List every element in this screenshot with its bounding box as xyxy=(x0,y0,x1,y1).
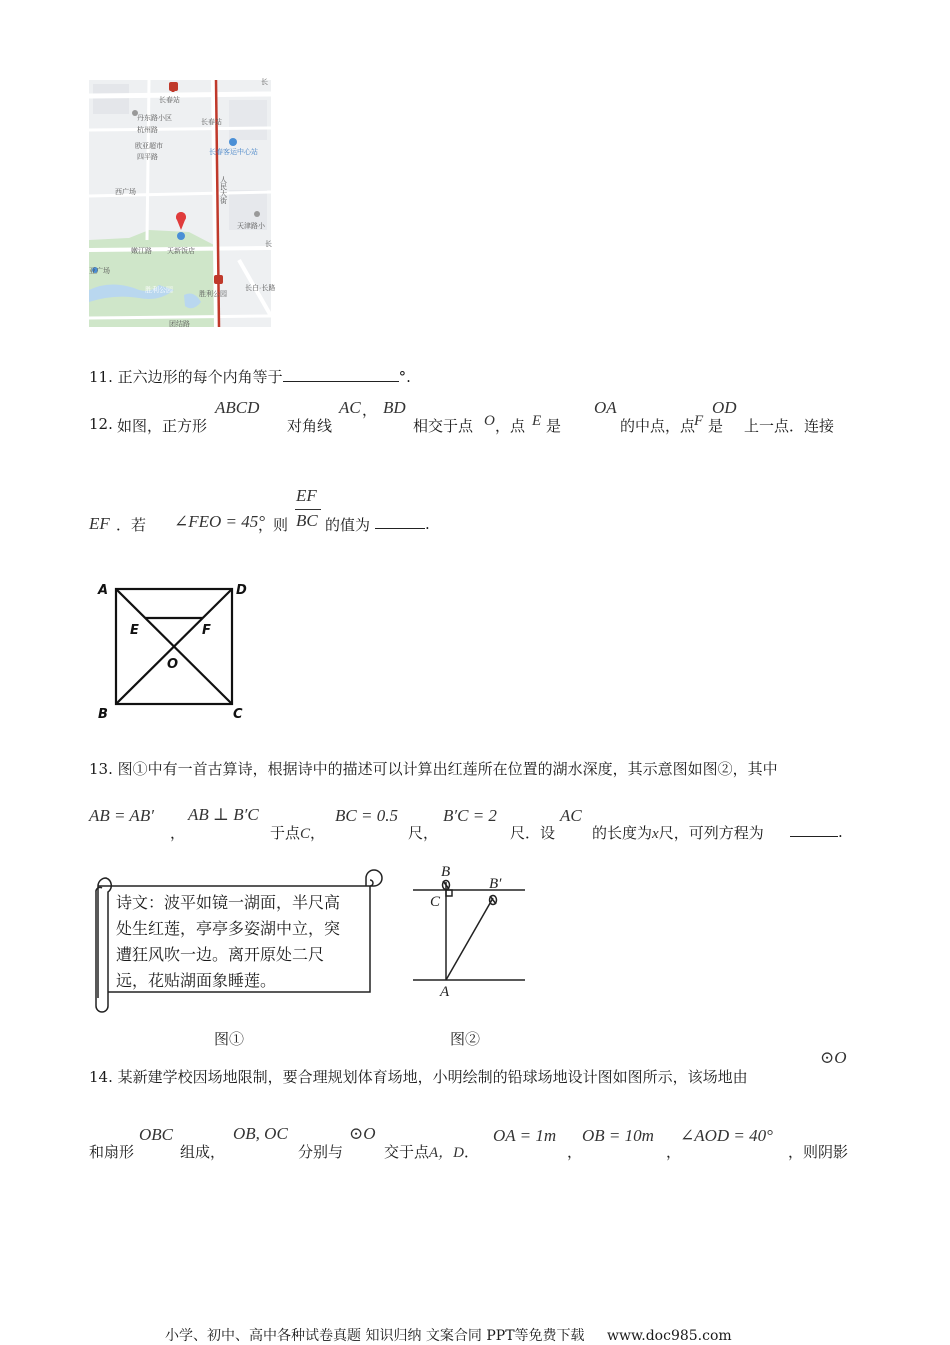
fig12-label-f: F xyxy=(202,623,211,638)
map-label-top-right: 长 xyxy=(261,79,268,86)
q12-point-o: O xyxy=(484,413,495,429)
q11-number: 11. xyxy=(89,368,113,386)
q12-answer-line[interactable] xyxy=(375,514,430,533)
q12-point-e: E xyxy=(532,413,542,429)
q13-math-4: B′C = 2 xyxy=(443,806,497,825)
q14-text-1: 某新建学校因场地限制，要合理规划体育场地，小明绘制的铅球场地设计图如图所示，该场地由 xyxy=(117,1068,748,1086)
map-label-tianxin-hotel: 天新饭店 xyxy=(167,248,195,255)
q13-answer[interactable]: . xyxy=(790,822,843,841)
q13-text-t1: 于点C， xyxy=(270,824,326,842)
q14-math-obc: OBC xyxy=(139,1125,173,1144)
fig13b-label-bprime: B′ xyxy=(489,876,502,892)
map-label-right-edge: 长 xyxy=(265,241,272,248)
map-label-nenjiang-road: 嫩江路 xyxy=(131,248,152,255)
fig12-label-o: O xyxy=(167,657,179,672)
fig12-label-e: E xyxy=(130,623,139,638)
q12-number: 12. xyxy=(89,415,113,433)
q14-math-oboc: OB, OC xyxy=(233,1124,288,1143)
footer-text: 小学、初中、高中各种试卷真题 知识归纳 文案合同 PPT等免费下载 xyxy=(165,1328,585,1344)
figure-12-svg xyxy=(90,578,250,723)
q14-comma-2: ， xyxy=(666,1143,682,1161)
q14-math-circle-o-2: ⊙O xyxy=(349,1124,376,1143)
q12-text-8: 上一点．连接 xyxy=(744,417,835,435)
map-label-renmin-street: 人民大街 xyxy=(219,176,227,204)
figure-13-scroll xyxy=(86,868,378,1014)
q13-answer-blank[interactable] xyxy=(790,822,838,837)
q14-text-t3: 分别与 xyxy=(298,1143,344,1161)
q11-suffix: °. xyxy=(398,368,411,386)
map-label-shengli-station: 胜利公园 xyxy=(199,291,227,298)
poem-line-2: 处生红莲，亭亭多姿湖中立，突 xyxy=(116,919,341,938)
q13-comma-1: ， xyxy=(170,824,186,842)
map-label-station: 长春站 xyxy=(201,119,222,126)
map-label-shengli-park: 胜利公园 xyxy=(145,287,173,294)
figure-2-caption: 图② xyxy=(450,1030,481,1048)
q12-math-angle: ∠FEO = 45° xyxy=(174,512,266,531)
q13-text-t4: 的长度为x尺，可列方程为 xyxy=(592,824,764,842)
fig12-label-d: D xyxy=(236,583,247,598)
q13-text-t2: 尺， xyxy=(408,824,439,842)
map-label-tuanjie-road: 团结路 xyxy=(169,321,190,328)
poem-line-4: 远，花贴湖面象睡莲。 xyxy=(116,971,277,990)
figure-12 xyxy=(90,578,250,723)
q14-number: 14. xyxy=(89,1068,113,1086)
footer-url[interactable]: www.doc985.com xyxy=(606,1328,732,1344)
map-svg xyxy=(89,79,276,328)
poem-line-1: 诗文：波平如镜一湖面，半尺高 xyxy=(116,893,341,912)
q12-math-bd: BD xyxy=(383,398,406,417)
q12-math-ac: AC xyxy=(339,398,361,417)
q12-math-od: OD xyxy=(712,398,737,417)
map-label-station-top: 长春站 xyxy=(159,97,180,104)
q12-text-3: 相交于点 xyxy=(413,417,474,435)
q12-math-abcd: ABCD xyxy=(215,398,260,417)
map-label-dandong-road: 丹东路小区 xyxy=(137,115,172,122)
q13-math-2: AB ⊥ B′C xyxy=(188,805,259,824)
poem-text xyxy=(116,890,340,994)
q14-text-t1: 和扇形 xyxy=(89,1143,135,1161)
q12-text-6: 的中点，点 xyxy=(620,417,696,435)
question-11 xyxy=(89,366,411,387)
q13-number: 13. xyxy=(89,760,113,778)
q11-answer-blank[interactable] xyxy=(283,367,399,382)
figure-1-caption: 图① xyxy=(214,1030,245,1048)
fig13b-svg xyxy=(405,860,535,1000)
map-label-tianjin-road: 天津路小 xyxy=(237,223,265,230)
q14-text-t4: 交于点A，D． xyxy=(384,1143,480,1161)
q14-math-circle-o: ⊙O xyxy=(820,1048,847,1067)
map-label-square: 亚广场 xyxy=(89,268,110,275)
fig13b-label-a: A xyxy=(440,984,450,1000)
fig13b-label-c: C xyxy=(430,894,441,910)
q11-text: 正六边形的每个内角等于 xyxy=(117,368,283,386)
q12-frac-num: EF xyxy=(296,486,317,505)
map-label-bus-center: 长春客运中心站 xyxy=(209,149,258,156)
q12-text-9: ．若 xyxy=(116,516,147,534)
q12-text-11: 的值为 xyxy=(325,516,371,534)
q12-text-7: 是 xyxy=(708,417,724,435)
q12-frac-bar xyxy=(295,509,321,510)
q13-text-1: 图①中有一首古算诗，根据诗中的描述可以计算出红莲所在位置的湖水深度，其示意图如图②，其中 xyxy=(117,760,778,778)
q12-math-ef: EF xyxy=(89,514,110,533)
map-label-changbai-road: 长白·长路 xyxy=(245,285,276,292)
fig12-label-c: C xyxy=(233,707,243,722)
q14-math-1: OA = 1m xyxy=(493,1126,557,1145)
q12-text-1: 如图，正方形 xyxy=(117,417,208,435)
fig13b-label-b: B xyxy=(441,864,451,880)
q14-math-2: OB = 10m xyxy=(582,1126,654,1145)
q12-text-4: ，点 xyxy=(495,417,526,435)
map-image xyxy=(89,79,276,328)
q12-answer-blank[interactable] xyxy=(375,514,425,529)
q12-text-2: 对角线 xyxy=(287,417,333,435)
q13-text-t3: 尺．设 xyxy=(510,824,556,842)
q14-math-3: ∠AOD = 40° xyxy=(680,1126,773,1145)
q14-text-t5: ，则阴影 xyxy=(788,1143,849,1161)
footer xyxy=(165,1325,732,1345)
q12-point-f: F xyxy=(694,413,704,429)
map-label-hangzhou-road: 杭州路 xyxy=(137,127,158,134)
q12-frac-den: BC xyxy=(296,511,318,530)
q12-math-oa: OA xyxy=(594,398,617,417)
q13-math-1: AB = AB′ xyxy=(89,806,154,825)
q14-comma-1: ， xyxy=(567,1143,583,1161)
fig12-label-b: B xyxy=(98,707,108,722)
q12-end: . xyxy=(425,515,430,533)
map-label-oya-supermarket: 欧亚超市 xyxy=(135,143,163,150)
poem-line-3: 遭狂风吹一边。离开原处二尺 xyxy=(116,945,325,964)
q13-math-5: AC xyxy=(560,806,582,825)
q12-comma: ， xyxy=(362,401,378,419)
q12-text-5: 是 xyxy=(546,417,562,435)
q13-math-3: BC = 0.5 xyxy=(335,806,398,825)
question-13-line1 xyxy=(89,758,778,779)
q12-text-10: ，则 xyxy=(258,516,289,534)
q14-text-t2: 组成， xyxy=(180,1143,226,1161)
question-14-line1 xyxy=(89,1066,748,1087)
figure-13-diagram xyxy=(405,860,535,1000)
map-label-siping-road: 四平路 xyxy=(137,154,158,161)
fig12-label-a: A xyxy=(98,583,109,598)
map-label-xiguangchang: 西广场 xyxy=(115,189,136,196)
